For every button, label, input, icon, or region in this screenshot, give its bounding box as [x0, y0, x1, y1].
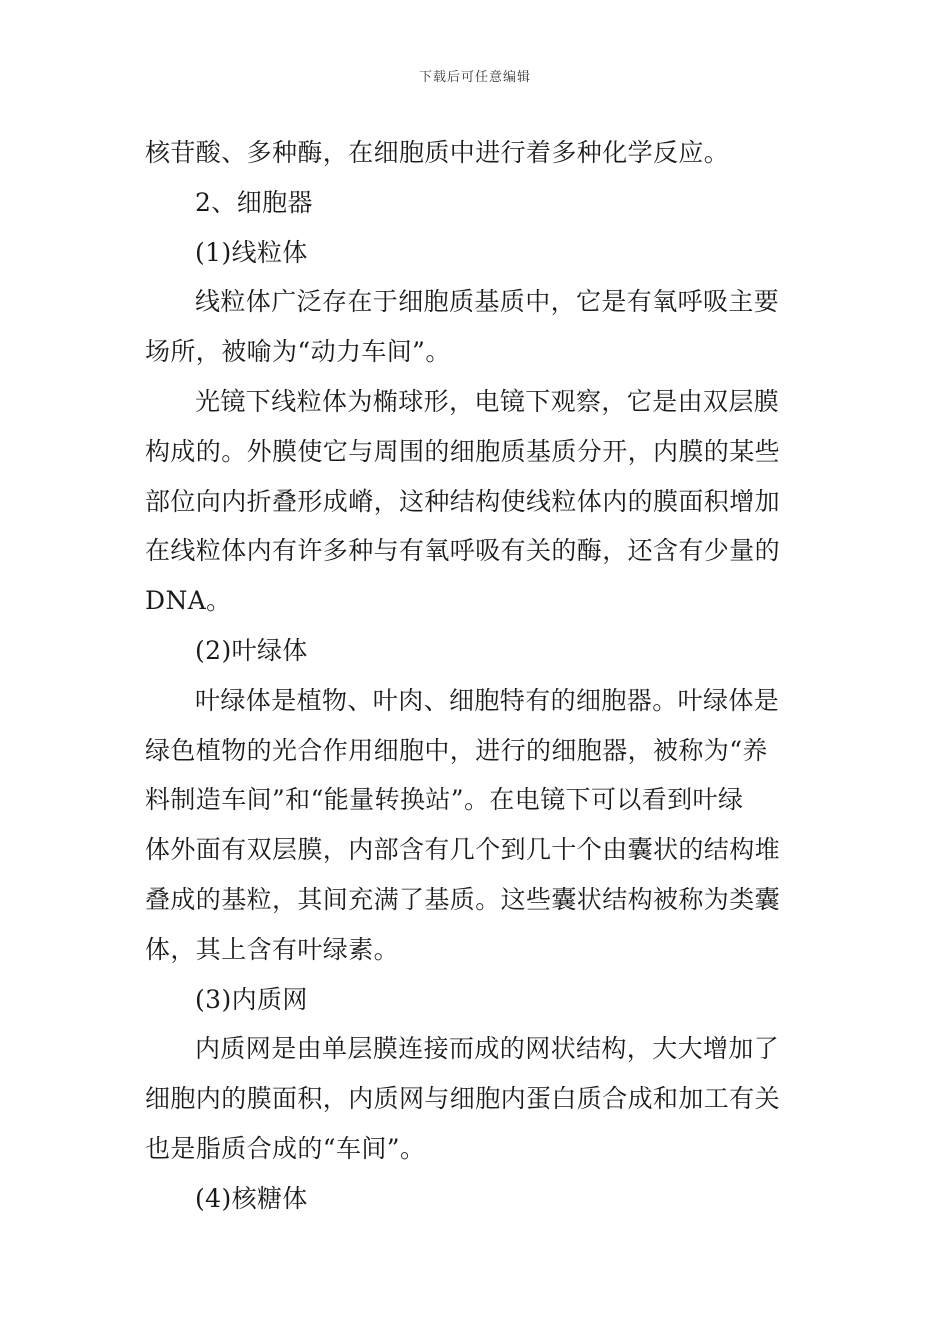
subsection-heading: (4)核糖体	[195, 1183, 308, 1213]
subsection-heading: (3)内质网	[195, 984, 308, 1014]
paragraph-line: 光镜下线粒体为椭球形，电镜下观察，它是由双层膜	[195, 386, 780, 416]
paragraph-line: 绿色植物的光合作用细胞中，进行的细胞器，被称为“养	[145, 735, 768, 765]
paragraph-line: 也是脂质合成的“车间”。	[145, 1133, 426, 1163]
paragraph-line: 部位向内折叠形成嵴，这种结构使线粒体内的膜面积增加	[145, 486, 781, 516]
paragraph-line: 线粒体广泛存在于细胞质基质中，它是有氧呼吸主要	[195, 287, 780, 317]
paragraph-line: 场所，被喻为“动力车间”。	[145, 337, 451, 367]
paragraph-line: 内质网是由单层膜连接而成的网状结构，大大增加了	[195, 1034, 780, 1064]
page-header: 下载后可任意编辑	[418, 70, 531, 85]
paragraph-line: 料制造车间”和“能量转换站”。在电镜下可以看到叶绿	[145, 785, 744, 815]
paragraph-line: 叠成的基粒，其间充满了基质。这些囊状结构被称为类囊	[145, 884, 781, 914]
paragraph-line: 叶绿体是植物、叶肉、细胞特有的细胞器。叶绿体是	[195, 685, 780, 715]
paragraph-line: 构成的。外膜使它与周围的细胞质基质分开，内膜的某些	[145, 436, 781, 466]
subsection-heading: (2)叶绿体	[195, 635, 308, 665]
document-body	[145, 128, 807, 1224]
text-line: 核苷酸、多种酶，在细胞质中进行着多种化学反应。	[145, 138, 730, 167]
paragraph-line: 体，其上含有叶绿素。	[145, 934, 400, 964]
subsection-heading: (1)线粒体	[195, 237, 308, 267]
paragraph-line: 体外面有双层膜，内部含有几个到几十个由囊状的结构堆	[145, 835, 781, 865]
paragraph-line: 细胞内的膜面积，内质网与细胞内蛋白质合成和加工有关	[145, 1084, 781, 1114]
paragraph-line: 在线粒体内有许多种与有氧呼吸有关的酶，还含有少量的	[145, 536, 781, 566]
paragraph-line: DNA。	[145, 586, 232, 616]
section-heading: 2、细胞器	[195, 187, 313, 217]
